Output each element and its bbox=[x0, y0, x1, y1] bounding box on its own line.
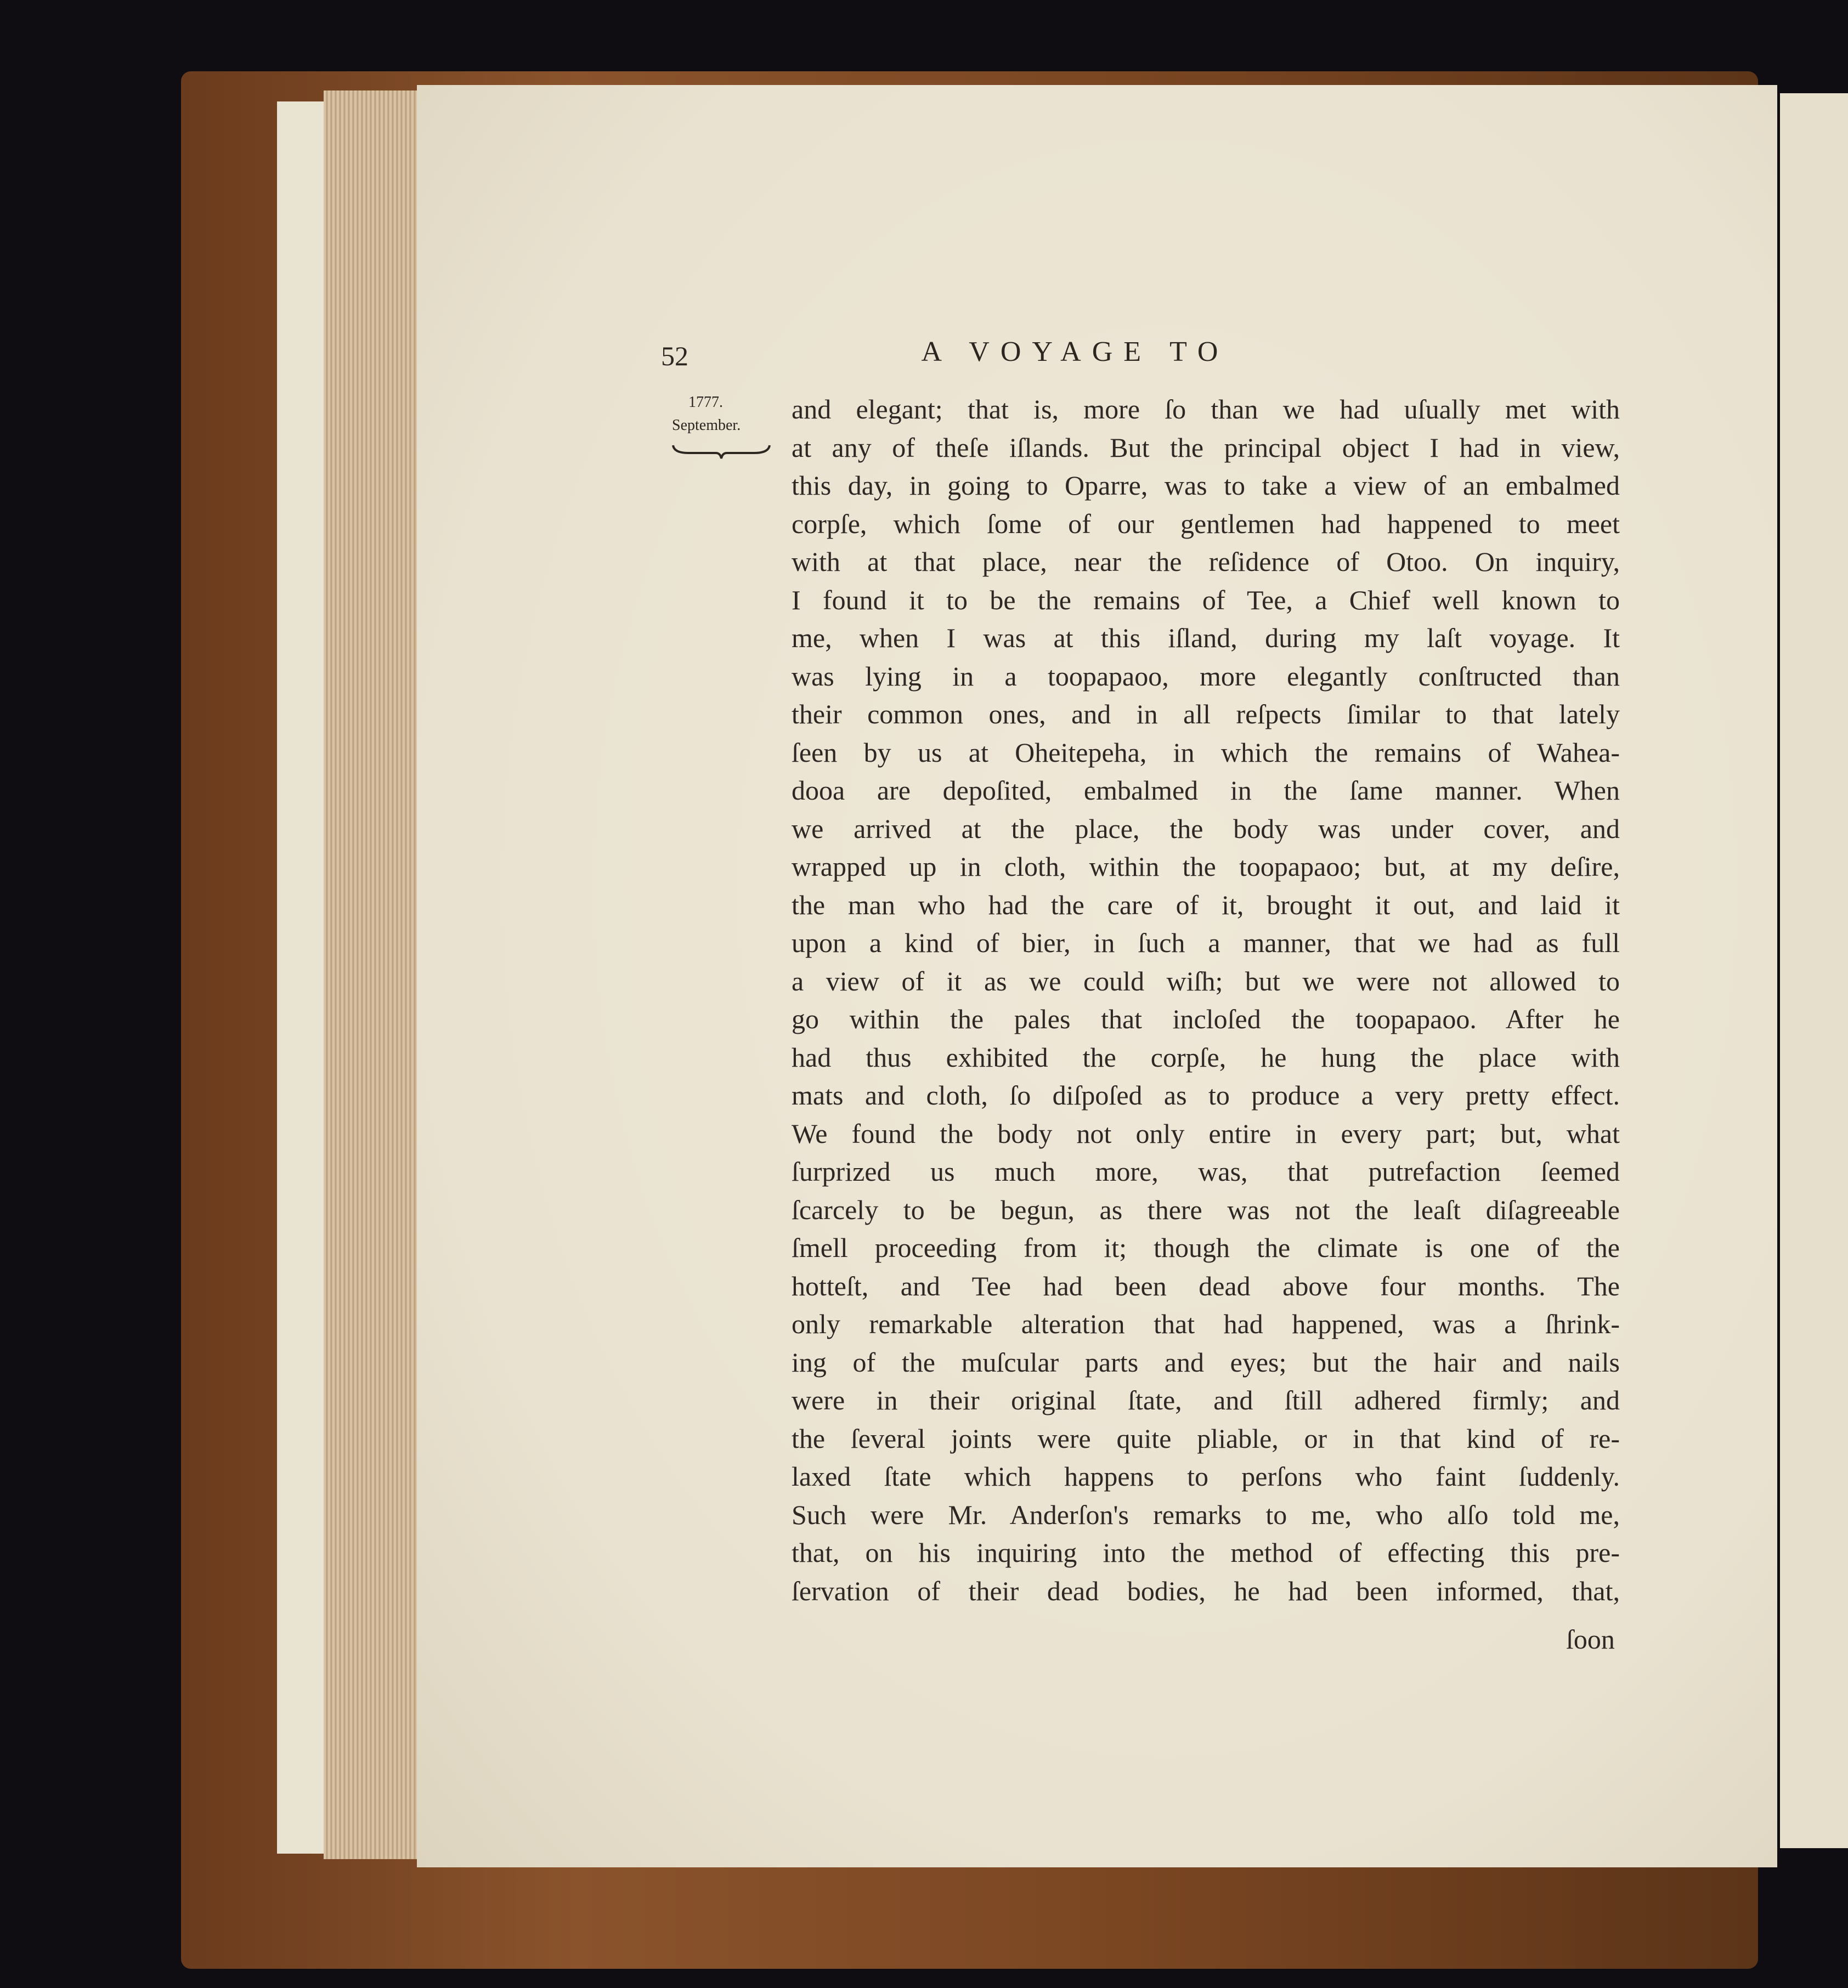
text-line: this day, in going to Oparre, was to take a view of an embalmed bbox=[792, 470, 1620, 501]
text-line: the man who had the care of it, brought it out, and laid it bbox=[792, 889, 1620, 920]
text-line: wrapped up in cloth, within the toopapaoo; but, at my deſire, bbox=[792, 851, 1620, 882]
text-line: ſervation of their dead bodies, he had been informed, that, bbox=[792, 1575, 1620, 1606]
body-text bbox=[792, 390, 1620, 1610]
sidenote-brace bbox=[672, 443, 771, 460]
page-number: 52 bbox=[661, 341, 688, 371]
text-line: only remarkable alteration that had happened, was a ſhrink- bbox=[792, 1309, 1620, 1339]
text-line: at any of theſe iſlands. But the principal object I had in view, bbox=[792, 432, 1620, 463]
text-line: their common ones, and in all reſpects ſimilar to that lately bbox=[792, 699, 1620, 729]
text-line: upon a kind of bier, in ſuch a manner, that we had as full bbox=[792, 927, 1620, 958]
text-line: hotteſt, and Tee had been dead above four months. The bbox=[792, 1270, 1620, 1301]
text-line: was lying in a toopapaoo, more elegantly conſtructed than bbox=[792, 660, 1620, 692]
text-line: were in their original ſtate, and ſtill adhered firmly; and bbox=[792, 1385, 1620, 1415]
text-line: the ſeveral joints were quite pliable, or in that kind of re- bbox=[792, 1423, 1620, 1454]
text-line: a view of it as we could wiſh; but we were not allowed to bbox=[792, 965, 1620, 996]
text-line: ſmell proceeding from it; though the climate is one of the bbox=[792, 1232, 1620, 1263]
facing-page-edge bbox=[1780, 93, 1848, 1848]
text-line: laxed ſtate which happens to perſons who faint ſuddenly. bbox=[792, 1461, 1620, 1492]
text-line: dooa are depoſited, embalmed in the ſame manner. When bbox=[792, 775, 1620, 806]
text-line: Such were Mr. Anderſon's remarks to me, who alſo told me, bbox=[792, 1499, 1620, 1530]
catchword: ſoon bbox=[1566, 1624, 1615, 1655]
text-line: corpſe, which ſome of our gentlemen had happened to meet bbox=[792, 508, 1620, 539]
text-line: ſeen by us at Oheitepeha, in which the remains of Waheа- bbox=[792, 737, 1620, 768]
page-edges bbox=[324, 90, 420, 1859]
text-line: we arrived at the place, the body was under cover, and bbox=[792, 813, 1620, 844]
text-line: go within the pales that incloſed the toopapaoo. After he bbox=[792, 1004, 1620, 1034]
text-line: We found the body not only entire in every part; but, what bbox=[792, 1118, 1620, 1149]
running-head: A VOYAGE TO bbox=[921, 336, 1229, 367]
text-line: and elegant; that is, more ſo than we had uſually met with bbox=[792, 394, 1620, 424]
text-line: ſcarcely to be begun, as there was not the leaſt diſagreeable bbox=[792, 1194, 1620, 1225]
text-line: had thus exhibited the corpſe, he hung the place with bbox=[792, 1041, 1620, 1073]
text-line: with at that place, near the reſidence of Otoo. On inquiry, bbox=[792, 546, 1620, 577]
text-line: me, when I was at this iſland, during my laſt voyage. It bbox=[792, 622, 1620, 653]
text-line: mats and cloth, ſo diſpoſed as to produce a very pretty effect. bbox=[792, 1080, 1620, 1111]
text-line: I found it to be the remains of Tee, a Chief well known to bbox=[792, 584, 1620, 615]
text-line: ing of the muſcular parts and eyes; but the hair and nails bbox=[792, 1346, 1620, 1378]
text-line: that, on his inquiring into the method of effecting this pre- bbox=[792, 1537, 1620, 1568]
text-line: ſurprized us much more, was, that putrefaction ſeemed bbox=[792, 1156, 1620, 1187]
flyleaf bbox=[277, 101, 326, 1854]
sidenote-year: 1777. bbox=[688, 394, 723, 411]
sidenote-month: September. bbox=[672, 417, 741, 434]
